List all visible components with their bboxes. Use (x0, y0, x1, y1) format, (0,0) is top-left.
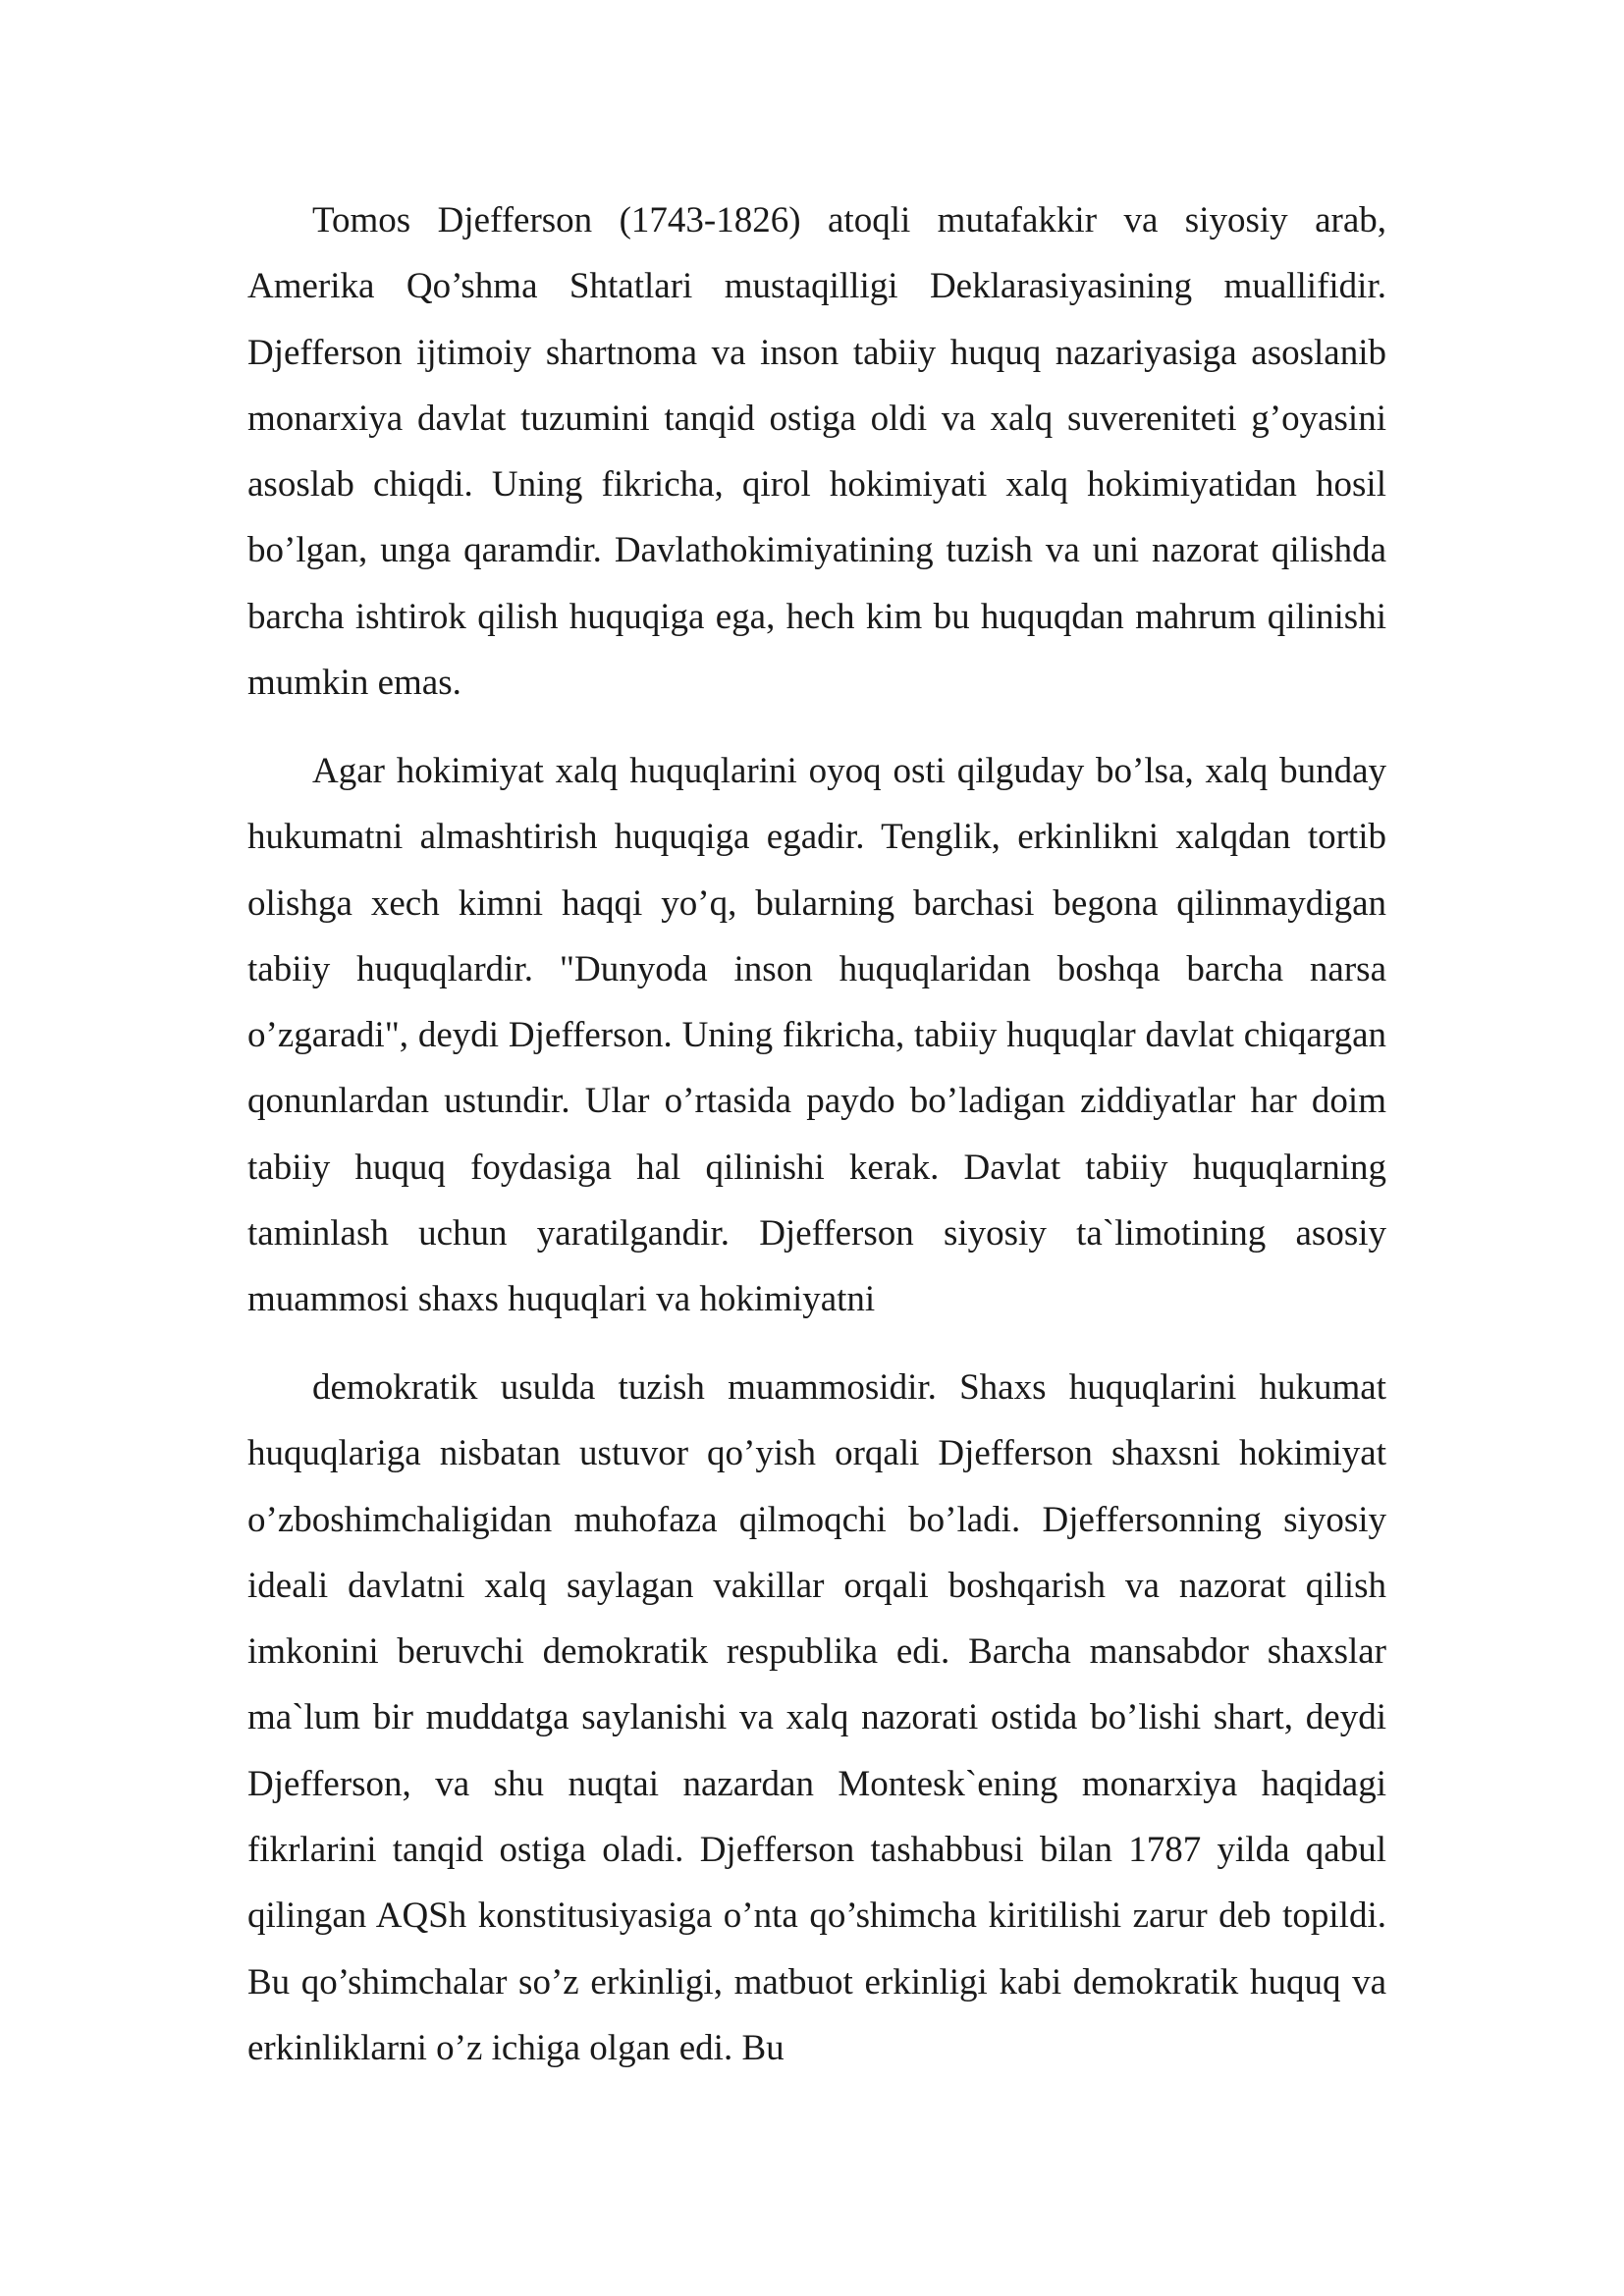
paragraph-2: Agar hokimiyat xalq huquqlarini oyoq osti qilguday bo’lsa, xalq bunday hukumatni almashtirish huquqiga egadir. Tenglik, erkinlikni xalqdan tortib olishga xech kimni haqqi yo’q, bularning barchasi begona qilinmaydigan tabiiy huquqlardir. "Dunyoda inson huquqlaridan boshqa barcha narsa o’zgaradi", deydi Djefferson. Uning fikricha, tabiiy huquqlar davlat chiqargan qonunlardan ustundir. Ular o’rtasida paydo bo’ladigan ziddiyatlar har doim tabiiy huquq foydasiga hal qilinishi kerak. Davlat tabiiy huquqlarning taminlash uchun yaratilgandir. Djefferson siyosiy ta`limotining asosiy muammosi shaxs huquqlari va hokimiyatni (247, 751, 1386, 1320)
paragraph-3: demokratik usulda tuzish muammosidir. Shaxs huquqlarini hukumat huquqlariga nisbatan ustuvor qo’yish orqali Djefferson shaxsni hokimiyat o’zboshimchaligidan muhofaza qilmoqchi bo’ladi. Djeffersonning siyosiy ideali davlatni xalq saylagan vakillar orqali boshqarish va nazorat qilish imkonini beruvchi demokratik respublika edi. Barcha mansabdor shaxslar ma`lum bir muddatga saylanishi va xalq nazorati ostida bo’lishi shart, deydi Djefferson, va shu nuqtai nazardan Montesk`ening monarxiya haqidagi fikrlarini tanqid ostiga oladi. Djefferson tashabbusi bilan 1787 yilda qabul qilingan AQSh konstitusiyasiga o’nta qo’shimcha kiritilishi zarur deb topildi. Bu qo’shimchalar so’z erkinligi, matbuot erkinligi kabi demokratik huquq va erkinliklarni o’z ichiga olgan edi. Bu (247, 1367, 1386, 2068)
paragraph-1: Tomos Djefferson (1743-1826) atoqli mutafakkir va siyosiy arab, Amerika Qo’shma Shtatlari mustaqilligi Deklarasiyasining muallifidir. Djefferson ijtimoiy shartnoma va inson tabiiy huquq nazariyasiga asoslanib monarxiya davlat tuzumini tanqid ostiga oldi va xalq suvereniteti g’oyasini asoslab chiqdi. Uning fikricha, qirol hokimiyati xalq hokimiyatidan hosil bo’lgan, unga qaramdir. Davlathokimiyatining tuzish va uni nazorat qilishda barcha ishtirok qilish huquqiga ega, hech kim bu huquqdan mahrum qilinishi mumkin emas. (247, 200, 1386, 704)
